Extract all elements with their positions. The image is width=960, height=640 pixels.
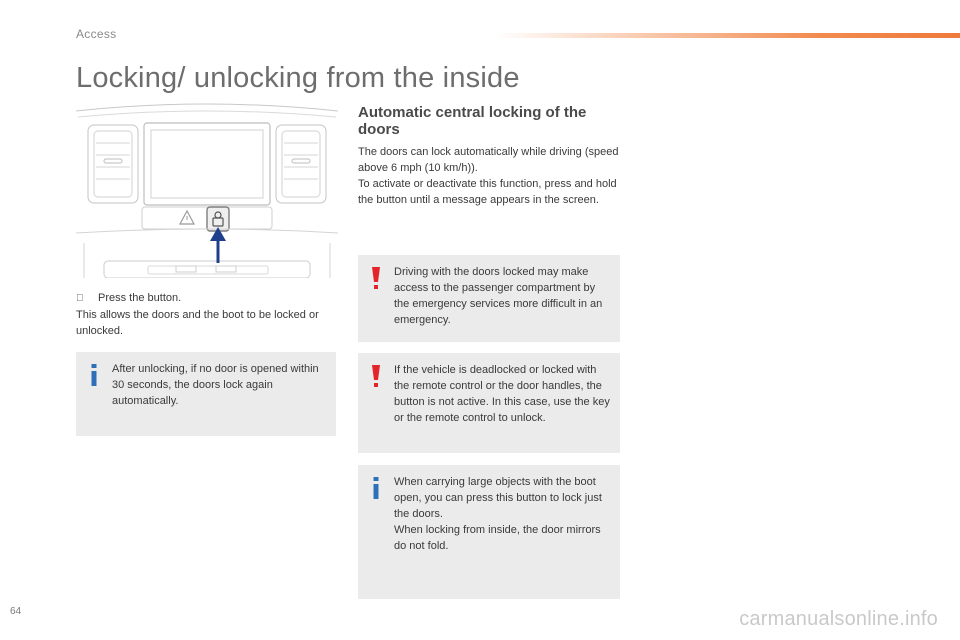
auto-locking-description — [358, 144, 620, 208]
warning-icon — [371, 267, 381, 289]
step-bullet — [76, 291, 98, 307]
header-accent-bar — [495, 33, 960, 38]
info-icon — [89, 364, 99, 386]
info-note-text: After unlocking, if no door is opened within 30 seconds, the doors lock again automatically. — [112, 363, 319, 407]
info-icon — [371, 477, 381, 499]
page-title: Locking/ unlocking from the inside — [76, 62, 520, 94]
section-heading: Automatic central locking of the doors — [358, 104, 587, 138]
page-number: 64 — [10, 606, 22, 617]
step-text: Press the button. — [98, 292, 182, 304]
watermark: carmanualsonline.info — [739, 608, 938, 630]
hazard-triangle-icon — [180, 211, 194, 224]
warning-icon — [371, 365, 381, 387]
dashboard-figure — [76, 103, 338, 278]
info-note-auto-relock — [76, 352, 336, 436]
section-label: Access — [76, 27, 117, 41]
step-description: This allows the doors and the boot to be locked or unlocked. — [76, 308, 319, 336]
pointer-arrow-icon — [210, 227, 226, 263]
warning-note-deadlocked — [358, 353, 620, 453]
paragraph-activate: To activate or deactivate this function, press and hold the button until a message appears in the screen. — [358, 178, 617, 206]
step-instruction — [76, 290, 338, 339]
warning-note-text: Driving with the doors locked may make access to the passenger compartment by the emergency services more difficult in an emergency. — [394, 266, 603, 326]
info-note-text: When carrying large objects with the boot open, you can press this button to lock just the doors. — [394, 476, 602, 520]
info-note-text-mirrors: When locking from inside, the door mirrors do not fold. — [394, 524, 601, 552]
warning-note-text: If the vehicle is deadlocked or locked with the remote control or the door handles, the button is not active. In this case, use the key or the remote control to unlock. — [394, 364, 610, 424]
warning-note-emergency — [358, 255, 620, 342]
info-note-large-objects — [358, 465, 620, 599]
paragraph-speed: The doors can lock automatically while driving (speed above 6 mph (10 km/h)). — [358, 146, 619, 174]
